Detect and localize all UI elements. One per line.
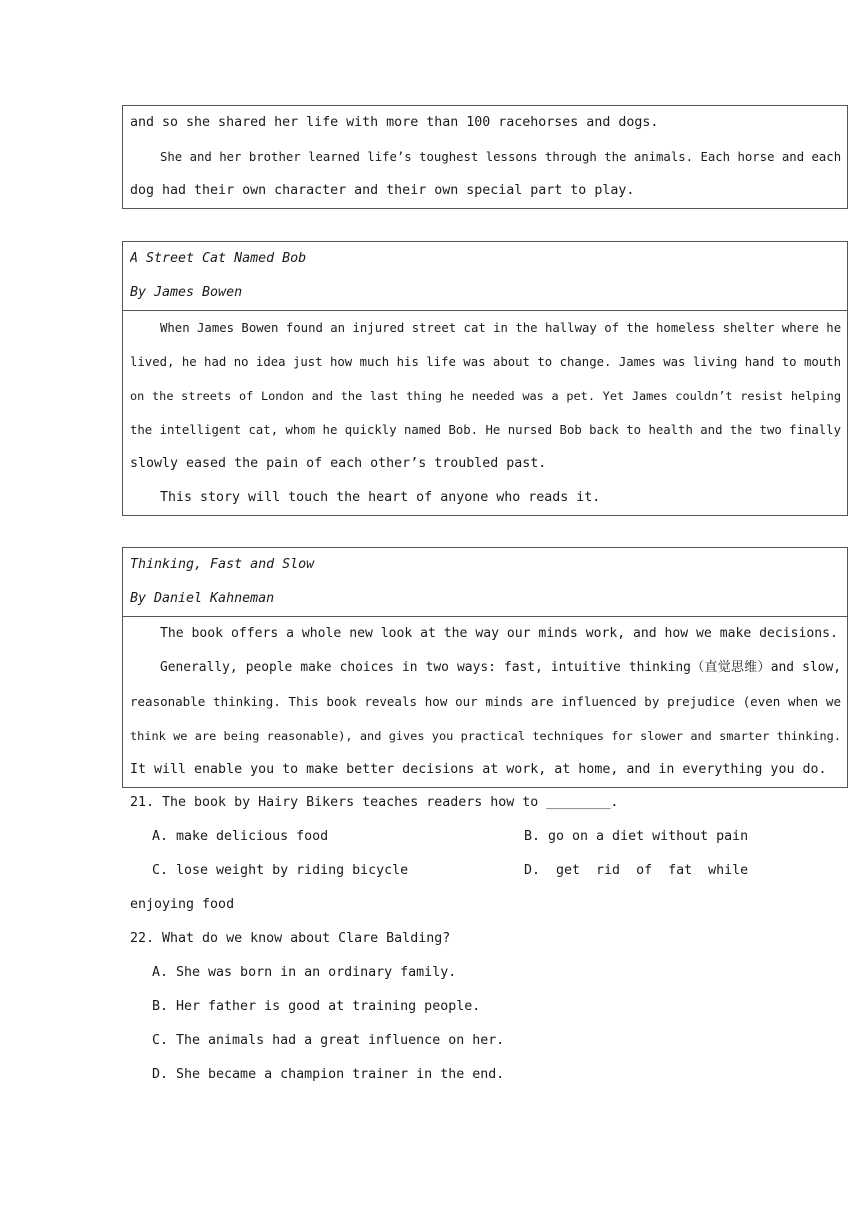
text-line: the intelligent cat, whom he quickly named Bob. He nursed Bob back to health and the two finally — [130, 423, 841, 437]
book-box-thinking-fast-slow — [122, 547, 848, 788]
text-line: She and her brother learned life’s toughest lessons through the animals. Each horse and each — [160, 150, 841, 164]
text-line: reasonable thinking. This book reveals how our minds are influenced by prejudice (even when we — [130, 694, 841, 709]
book-author: By James Bowen — [130, 285, 243, 300]
book-author: By Daniel Kahneman — [130, 591, 275, 606]
question-21-option-a: A. make delicious food — [152, 829, 329, 844]
book-box-clare-balding — [122, 105, 848, 209]
text-line: It will enable you to make better decisions at work, at home, and in everything you do. — [130, 762, 827, 777]
question-21-stem: 21. The book by Hairy Bikers teaches readers how to ________. — [130, 795, 619, 810]
question-22-option-b: B. Her father is good at training people. — [152, 999, 481, 1014]
book-header — [123, 548, 847, 616]
question-21-option-d: D. get rid of fat while — [524, 863, 749, 878]
question-22-option-d: D. She became a champion trainer in the end. — [152, 1067, 505, 1082]
text-line: think we are being reasonable), and gives you practical techniques for slower and smarter thinking. — [130, 729, 841, 743]
book-description — [123, 310, 847, 515]
question-22-option-c: C. The animals had a great influence on her. — [152, 1033, 505, 1048]
text-line: lived, he had no idea just how much his life was about to change. James was living hand to mouth — [130, 355, 841, 369]
book-description — [123, 106, 847, 208]
book-title: A Street Cat Named Bob — [130, 251, 307, 266]
text-line: The book offers a whole new look at the way our minds work, and how we make decisions. — [160, 626, 838, 641]
question-22-stem: 22. What do we know about Clare Balding? — [130, 931, 451, 946]
text-line: This story will touch the heart of anyone who reads it. — [160, 490, 601, 505]
question-21-option-c: C. lose weight by riding bicycle — [152, 863, 409, 878]
book-description — [123, 616, 847, 787]
text-line: and so she shared her life with more than 100 racehorses and dogs. — [130, 115, 659, 130]
book-title: Thinking, Fast and Slow — [130, 557, 315, 572]
text-line: When James Bowen found an injured street cat in the hallway of the homeless shelter where he — [160, 321, 841, 335]
text-line: slowly eased the pain of each other’s troubled past. — [130, 456, 547, 471]
book-box-street-cat — [122, 241, 848, 516]
text-line: Generally, people make choices in two ways: fast, intuitive thinking（直觉思维）and slow, — [160, 660, 841, 675]
question-21-option-b: B. go on a diet without pain — [524, 829, 749, 844]
text-line: dog had their own character and their own special part to play. — [130, 183, 635, 198]
book-header — [123, 242, 847, 310]
text-line: on the streets of London and the last thing he needed was a pet. Yet James couldn’t resist helping — [130, 389, 841, 403]
question-22-option-a: A. She was born in an ordinary family. — [152, 965, 457, 980]
question-21-option-d-continued: enjoying food — [130, 897, 235, 912]
